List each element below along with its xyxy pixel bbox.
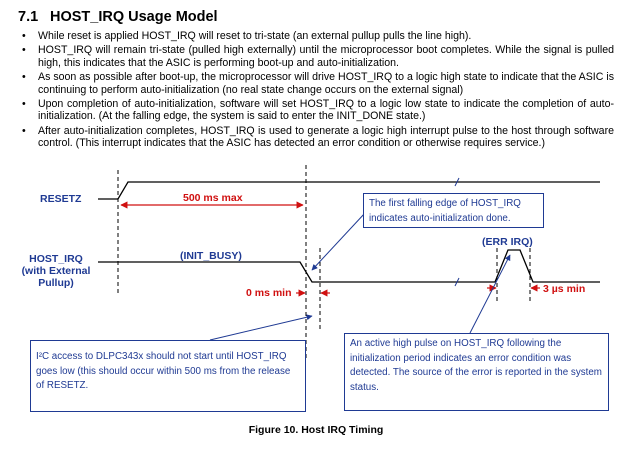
bullet-dot: •	[22, 71, 26, 84]
bullet-dot: •	[22, 124, 26, 137]
max-500ms-label: 500 ms max	[183, 192, 243, 204]
bullet-text: After auto-initialization completes, HOST_IRQ is used to generate a logic high interrupt pulse to the host through software control. (This interrupt indicates that the ASIC has detected an error condition or otherwise requires service.)	[38, 124, 614, 150]
callout-active-pulse: An active high pulse on HOST_IRQ following the initialization period indicates an error condition was detected. The source of the error is reported in the system status.	[344, 333, 609, 411]
bullet-text: Upon completion of auto-initialization, software will set HOST_IRQ to a logic low state to indicate the completion of auto-initialization. (At the falling edge, the system is said to enter the INIT_DONE state.)	[38, 98, 614, 123]
bullet-text: While reset is applied HOST_IRQ will reset to tri-state (an external pullup pulls the line high).	[38, 30, 472, 42]
figure-caption: Figure 10. Host IRQ Timing	[248, 424, 384, 436]
section-number: 7.1	[18, 9, 39, 25]
bullet-text: HOST_IRQ will remain tri-state (pulled high externally) until the microprocessor boot completes. While the signal is pulled high, this indicates that the ASIC is performing boot-up and auto-initialization.	[38, 44, 614, 69]
three-us-min-label: 3 µs min	[543, 283, 586, 295]
resetz-label: RESETZ	[40, 193, 82, 205]
section-title: HOST_IRQ Usage Model	[50, 9, 218, 25]
err-irq-label: (ERR IRQ)	[482, 236, 533, 248]
init-busy-label: (INIT_BUSY)	[180, 250, 242, 262]
bullet-dot: •	[22, 30, 26, 42]
pointer-falling-edge	[312, 213, 365, 270]
callout-i2c-access: I²C access to DLPC343x should not start until HOST_IRQ goes low (this should occur within 500 ms from the release of RESETZ.	[30, 340, 306, 412]
bullet-dot: •	[22, 98, 26, 111]
bullet-text: As soon as possible after boot-up, the microprocessor will drive HOST_IRQ to a logic high state to indicate that the ASIC is continuing to perform auto-initialization (no real state change occurs on the external signal)	[38, 71, 614, 96]
pointer-i2c	[210, 316, 312, 340]
callout-falling-edge: The first falling edge of HOST_IRQ indicates auto-initialization done.	[363, 193, 544, 228]
host-irq-label: HOST_IRQ (with External Pullup)	[21, 253, 91, 289]
zero-ms-min-label: 0 ms min	[246, 287, 292, 299]
pointer-active-pulse	[470, 255, 510, 333]
bullet-dot: •	[22, 44, 26, 57]
host-irq-waveform	[98, 250, 600, 282]
